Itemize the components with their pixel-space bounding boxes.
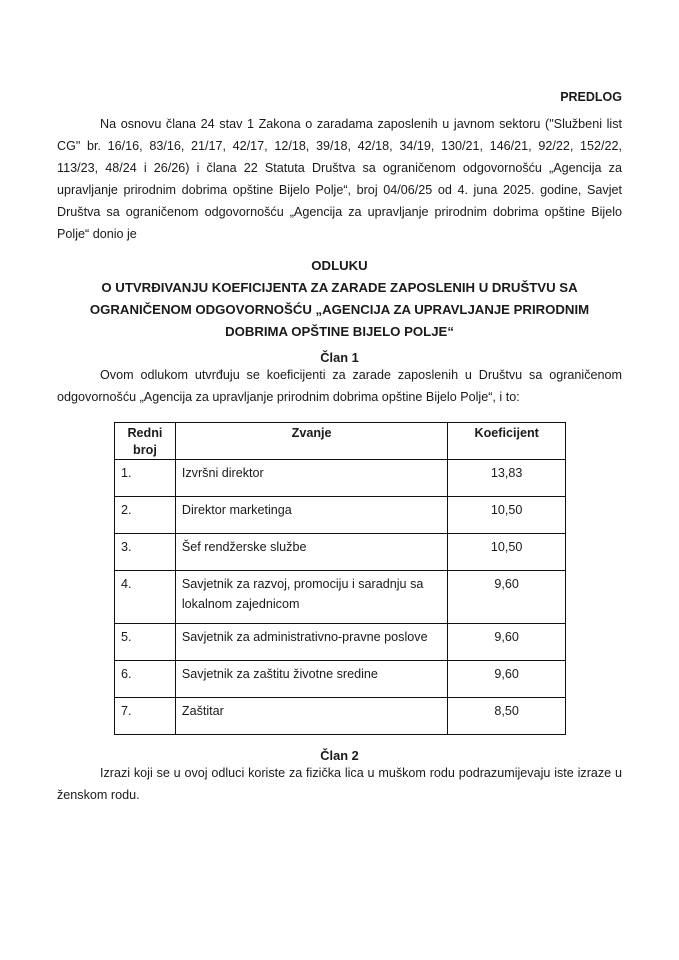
table-row bbox=[115, 698, 566, 735]
table-row bbox=[115, 497, 566, 534]
decision-title-line-4: DOBRIMA OPŠTINE BIJELO POLJE“ bbox=[225, 324, 454, 339]
row-title: Izvršni direktor bbox=[175, 460, 447, 497]
table-row bbox=[115, 534, 566, 571]
column-header-redni-broj: Redni broj bbox=[115, 423, 176, 460]
coefficient-table bbox=[114, 422, 566, 735]
row-coefficient: 9,60 bbox=[448, 571, 566, 624]
row-coefficient: 8,50 bbox=[448, 698, 566, 735]
row-number: 5. bbox=[115, 624, 176, 661]
article-1-heading: Član 1 bbox=[320, 350, 359, 365]
row-number: 7. bbox=[115, 698, 176, 735]
article-2-heading: Član 2 bbox=[320, 748, 359, 763]
row-title: Savjetnik za razvoj, promociju i saradnju sa lokalnom zajednicom bbox=[175, 571, 447, 624]
row-coefficient: 13,83 bbox=[448, 460, 566, 497]
article-1-paragraph: Ovom odlukom utvrđuju se koeficijenti za zarade zaposlenih u Društvu sa ograničenom odgovornošću „Agencija za upravljanje prirodnim dobrima opštine Bijelo Polje“, i to: bbox=[57, 368, 622, 404]
row-title: Zaštitar bbox=[175, 698, 447, 735]
row-coefficient: 9,60 bbox=[448, 661, 566, 698]
table-row bbox=[115, 624, 566, 661]
table-row bbox=[115, 661, 566, 698]
row-title: Direktor marketinga bbox=[175, 497, 447, 534]
decision-title bbox=[57, 255, 622, 343]
document-status-label: PREDLOG bbox=[560, 90, 622, 104]
row-number: 4. bbox=[115, 571, 176, 624]
article-2-paragraph: Izrazi koji se u ovoj odluci koriste za fizička lica u muškom rodu podrazumijevaju iste izraze u ženskom rodu. bbox=[57, 766, 622, 802]
table-row bbox=[115, 460, 566, 497]
decision-title-line-2: O UTVRĐIVANJU KOEFICIJENTA ZA ZARADE ZAPOSLENIH U DRUŠTVU SA bbox=[101, 280, 578, 295]
row-number: 2. bbox=[115, 497, 176, 534]
decision-title-line-1: ODLUKU bbox=[311, 258, 368, 273]
row-title: Savjetnik za zaštitu životne sredine bbox=[175, 661, 447, 698]
row-coefficient: 10,50 bbox=[448, 497, 566, 534]
row-title: Šef rendžerske službe bbox=[175, 534, 447, 571]
row-title: Savjetnik za administrativno-pravne poslove bbox=[175, 624, 447, 661]
column-header-zvanje: Zvanje bbox=[175, 423, 447, 460]
row-number: 6. bbox=[115, 661, 176, 698]
row-number: 1. bbox=[115, 460, 176, 497]
row-coefficient: 9,60 bbox=[448, 624, 566, 661]
table-row bbox=[115, 571, 566, 624]
table-header-row bbox=[115, 423, 566, 460]
intro-paragraph: Na osnovu člana 24 stav 1 Zakona o zaradama zaposlenih u javnom sektoru ("Službeni list CG" br. 16/16, 83/16, 21/17, 42/17, 12/18, 39/18, 42/18, 34/19, 130/21, 146/21, 92/22, 152/22, 113/23, 48/24 i 26/26) i člana 22 Statuta Društva sa ograničenom odgovornošću „Agencija za upravljanje prirodnim dobrima opštine Bijelo Polje“, broj 04/06/25 od 4. juna 2025. godine, Savjet Društva sa ograničenom odgovornošću „Agencija za upravljanje prirodnim dobrima opštine Bijelo Polje“ donio je bbox=[57, 117, 622, 241]
decision-title-line-3: OGRANIČENOM ODGOVORNOŠĆU „AGENCIJA ZA UPRAVLJANJE PRIRODNIM bbox=[89, 302, 590, 317]
row-number: 3. bbox=[115, 534, 176, 571]
row-coefficient: 10,50 bbox=[448, 534, 566, 571]
column-header-koeficijent: Koeficijent bbox=[448, 423, 566, 460]
